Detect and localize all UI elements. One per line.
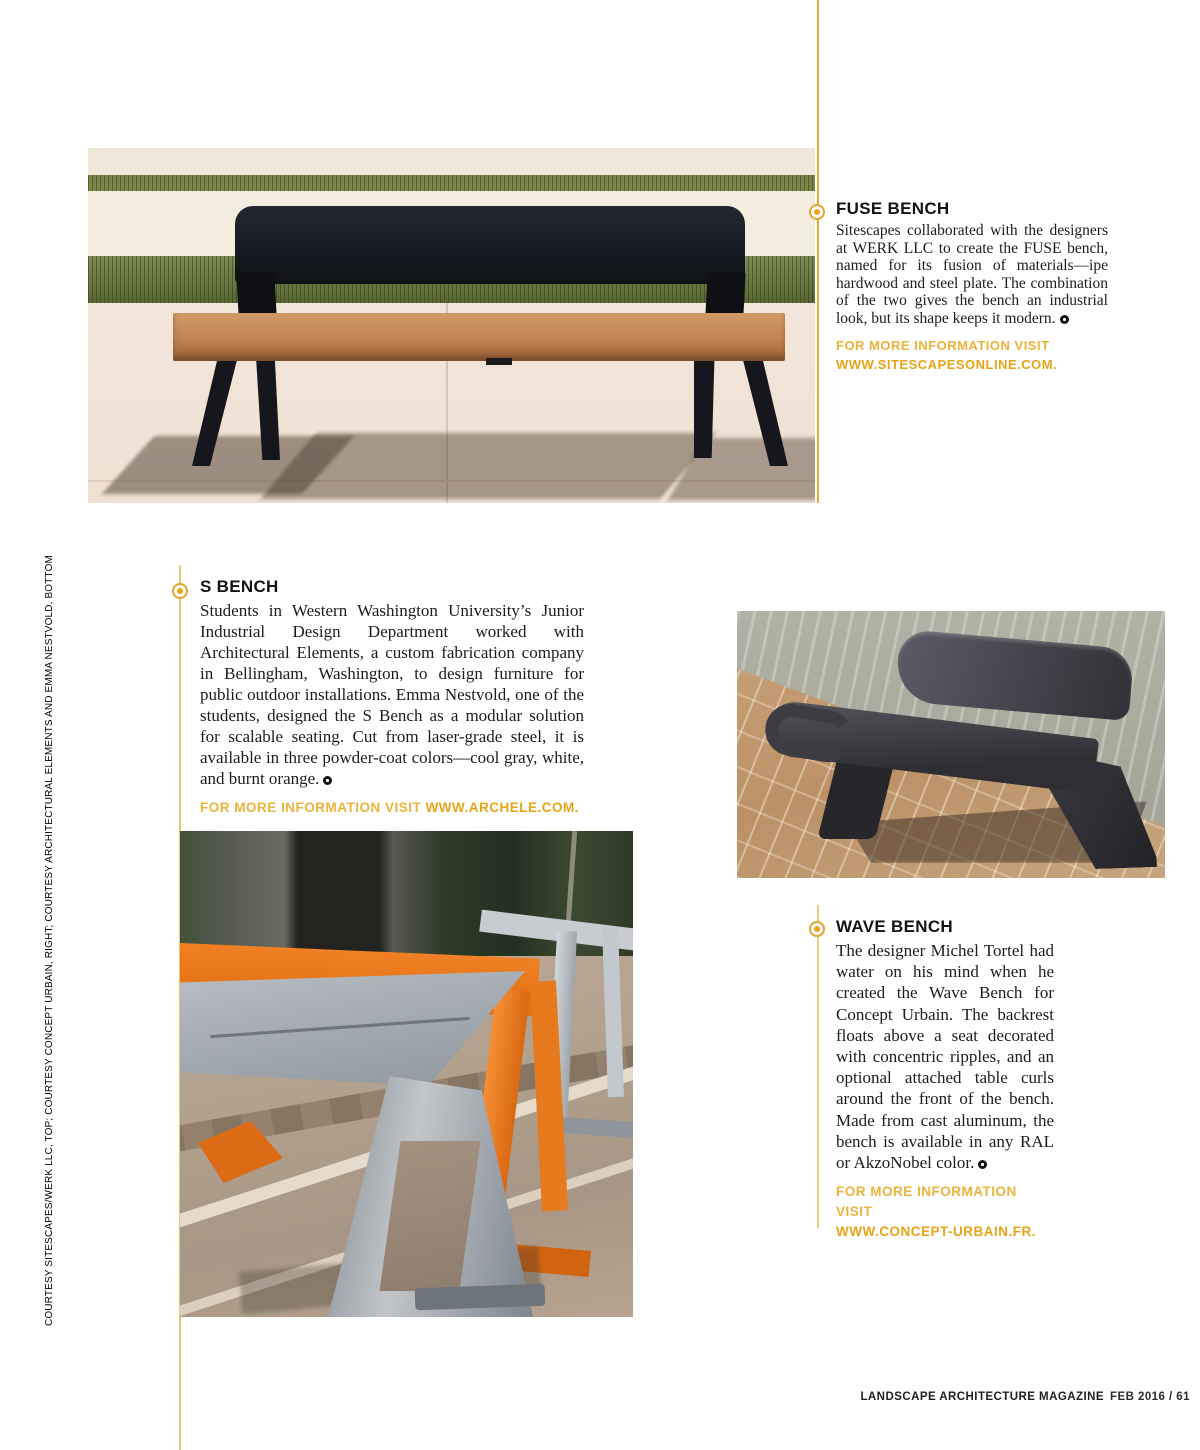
bench-wood-seat xyxy=(173,313,785,361)
article-title: S BENCH xyxy=(200,577,279,596)
info-url: WWW.CONCEPT-URBAIN.FR. xyxy=(836,1224,1036,1240)
end-of-article-dot-icon xyxy=(323,776,332,785)
concrete-wall-band xyxy=(88,148,815,178)
gold-rule-right-top xyxy=(817,0,819,503)
end-of-article-dot-icon xyxy=(978,1160,987,1169)
grass-strip-thin xyxy=(88,175,815,191)
issue-page-number: FEB 2016 / 61 xyxy=(1109,1391,1190,1403)
article-bullet-icon xyxy=(172,583,188,599)
info-label: FOR MORE INFORMATION VISIT xyxy=(836,338,1050,353)
magazine-name: LANDSCAPE ARCHITECTURE MAGAZINE xyxy=(860,1391,1104,1403)
article-body: Students in Western Washington University’s Junior Industrial Design Department worked with Architectural Elements, a custom fabrication company in Bellingham, Washington, to design furniture for public outdoor installations. Emma Nestvold, one of the students, designed the S Bench as a modular solution for scalable seating. Cut from laser-grade steel, it is available in three powder-coat colors—cool gray, white, and burnt orange. xyxy=(200,601,584,788)
article-wave-bench xyxy=(836,918,1054,1242)
end-of-article-dot-icon xyxy=(1060,315,1069,324)
article-bullet-icon xyxy=(809,204,825,220)
seat-bracket xyxy=(486,358,512,365)
article-fuse-bench xyxy=(836,200,1108,374)
fuse-bench-photo xyxy=(88,148,815,503)
article-bullet-icon xyxy=(809,921,825,937)
info-label: FOR MORE INFORMATION VISIT xyxy=(200,800,422,815)
info-url: WWW.SITESCAPESONLINE.COM. xyxy=(836,357,1058,372)
page-footer xyxy=(860,1391,1190,1403)
bench-shadow xyxy=(260,433,715,499)
article-title: FUSE BENCH xyxy=(836,199,950,218)
info-label: FOR MORE INFORMATION VISIT xyxy=(836,1184,1017,1220)
article-body: The designer Michel Tortel had water on his mind when he created the Wave Bench for Concept Urbain. The backrest floats above a seat decorated with concentric ripples, and an optional attached table curls around the front of the bench. Made from cast aluminum, the bench is available in any RAL or AkzoNobel color. xyxy=(836,941,1054,1173)
article-body: Sitescapes collaborated with the designers at WERK LLC to create the FUSE bench, named for its fusion of materials—ipe hardwood and steel plate. The combination of the two gives the bench an industrial look, but its shape keeps it modern. xyxy=(836,222,1108,327)
article-info xyxy=(836,336,1108,374)
article-info xyxy=(200,798,584,817)
bench-backrest-panel xyxy=(235,206,745,284)
photo-credit: COURTESY SITESCAPES/WERK LLC, TOP; COURTESY CONCEPT URBAIN, RIGHT; COURTESY ARCHITECTURAL ELEMENTS AND EMMA NESTVOLD, BOTTOM xyxy=(44,555,55,1326)
article-info xyxy=(836,1182,1054,1242)
wave-bench-photo xyxy=(737,611,1165,878)
gold-rule-right-middle xyxy=(817,905,819,1228)
s-bench-photo xyxy=(180,831,633,1317)
gray-bench-foot xyxy=(415,1284,546,1311)
article-s-bench xyxy=(200,578,584,817)
article-title: WAVE BENCH xyxy=(836,917,953,936)
info-url: WWW.ARCHELE.COM. xyxy=(425,800,579,815)
